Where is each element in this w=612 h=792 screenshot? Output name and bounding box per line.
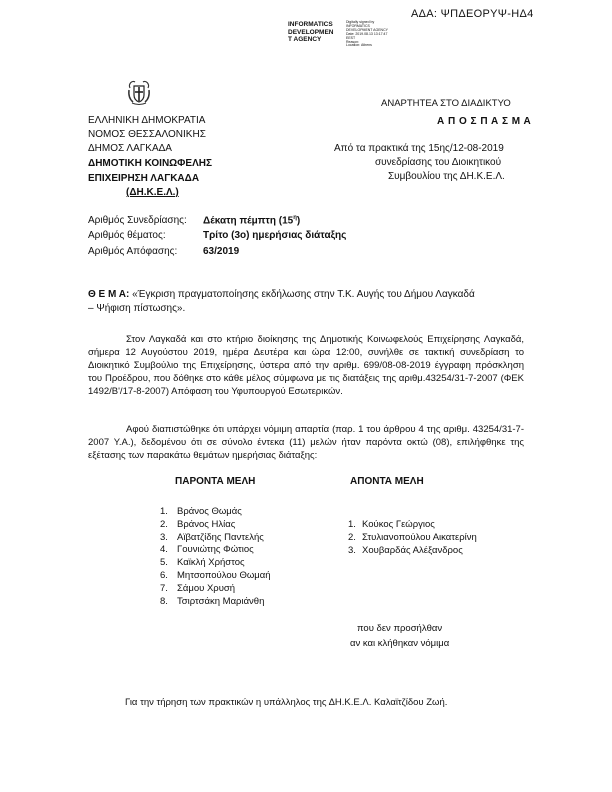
subject-text: «Έγκριση πραγματοποίησης εκδήλωσης στην Τ.Κ. Αυγής του Δήμου Λαγκαδά (132, 289, 475, 300)
stamp-detail: EEST (346, 35, 356, 40)
session-value (203, 215, 300, 226)
list-item (348, 519, 477, 532)
list-item-number: 6. (160, 569, 168, 581)
member-name: Χουβαρδάς Αλέξανδρος (362, 544, 463, 556)
item-value: Τρίτο (3ο) ημερήσιας διάταξης (203, 230, 347, 241)
issuer-line: ΕΛΛΗΝΙΚΗ ΔΗΜΟΚΡΑΤΙΑ (88, 115, 206, 126)
list-item (160, 557, 271, 570)
subject-line (88, 289, 475, 300)
list-item (160, 570, 271, 583)
list-item-number: 2. (160, 518, 168, 530)
subject-line-2: – Ψήφιση πίστωσης». (88, 303, 186, 314)
absent-members-list (348, 519, 477, 557)
issuer-line: ΕΠΙΧΕΙΡΗΣΗ ΛΑΓΚΑΔΑ (88, 173, 200, 184)
minutes-ref-line: συνεδρίασης του Διοικητικού (375, 157, 502, 168)
issuer-acronym: (ΔΗ.Κ.Ε.Λ.) (126, 187, 179, 198)
list-item (160, 596, 271, 609)
session-superscript: η (293, 215, 297, 221)
issuer-line: ΔΗΜΟΣ ΛΑΓΚΑΔΑ (88, 143, 172, 154)
list-item-number: 3. (348, 544, 356, 556)
signature-details (346, 21, 388, 48)
minutes-keeper-line: Για την τήρηση των πρακτικών η υπάλληλος της ΔΗ.Κ.Ε.Λ. Καλαϊτζίδου Ζωή. (125, 697, 448, 708)
ada-code: ΑΔΑ: ΨΠΔΕΟΡΥΨ-ΗΔ4 (411, 8, 534, 20)
absent-note: που δεν προσήλθαν (357, 623, 443, 634)
member-name: Τσιρτσάκη Μαριάνθη (177, 595, 265, 607)
stamp-line: T AGENCY (288, 36, 322, 44)
member-name: Σάμου Χρυσή (177, 582, 236, 594)
member-name: Κούκος Γεώργιος (362, 519, 435, 530)
list-item-number: 2. (348, 531, 356, 543)
stamp-detail: Location: Athens (346, 43, 372, 48)
list-item-number: 1. (160, 506, 168, 517)
minutes-ref-line: Από τα πρακτικά της 15ης/12-08-2019 (334, 143, 504, 154)
list-item (160, 519, 271, 532)
subject-label: Θ Ε Μ Α: (88, 289, 130, 300)
stamp-detail: Reason: (346, 39, 360, 44)
stamp-line: DEVELOPMEN (288, 28, 334, 36)
member-name: Βράνος Ηλίας (177, 518, 236, 530)
stamp-detail: Date: 2019.08.13 13:17:47 (346, 31, 388, 36)
present-members-header: ΠΑΡΟΝΤΑ ΜΕΛΗ (175, 476, 256, 487)
list-item-number: 5. (160, 557, 168, 569)
stamp-detail: INFORMATICS (346, 23, 370, 28)
list-item (348, 532, 477, 545)
decision-value: 63/2019 (203, 246, 240, 257)
list-item (348, 545, 477, 558)
minutes-ref-line: Συμβουλίου της ΔΗ.Κ.Ε.Λ. (388, 171, 505, 182)
body-paragraph: Αφού διαπιστώθηκε ότι υπάρχει νόμιμη απαρτία (παρ. 1 του άρθρου 4 της αριθμ. 43254/31-7-2007 Υ.Α.), δεδομένου ότι σε σύνολο έντεκα (11) μελών ήταν παρόντα οκτώ (08), επιλήφθηκε της εξέτασης των παρακάτω θεμάτων ημερήσιας διάταξης: (88, 424, 524, 461)
stamp-line: INFORMATICS (288, 21, 333, 28)
member-name: Βράνος Θωμάς (177, 506, 242, 517)
list-item (160, 544, 271, 557)
list-item-number: 3. (160, 531, 168, 543)
list-item-number: 4. (160, 544, 168, 556)
decision-label: Αριθμός Απόφασης: (88, 246, 178, 257)
list-item (160, 532, 271, 545)
body-paragraph: Στον Λαγκαδά και στο κτήριο διοίκησης της Δημοτικής Κοινωφελούς Επιχείρησης Λαγκαδά, σήμερα 12 Αυγούστου 2019, ημέρα Δευτέρα και ώρα 12:00, συνήλθε σε τακτική συνεδρίαση το Διοικητικό Συμβούλιο της Επιχείρησης, ύστερα από την αριθμ. 699/08-08-2019 έγγραφη πρόσκληση του Προέδρου, που δόθηκε στο κάθε μέλος σύμφωνα με τις διατάξεις της αριθμ.43254/31-7-2007 (ΦΕΚ 1492/Β'/17-8-2007) Απόφαση του Υφυπουργού Εσωτερικών. (88, 334, 524, 397)
stamp-detail: Digitally signed by (346, 20, 375, 24)
list-item-number: 8. (160, 595, 168, 607)
member-name: Αϊβατζίδης Παντελής (177, 531, 264, 543)
present-members-list (160, 506, 271, 608)
list-item (160, 506, 271, 519)
stamp-detail: DEVELOPMENT AGENCY (346, 27, 388, 32)
item-label: Αριθμός θέματος: (88, 230, 166, 241)
session-value-close: ) (296, 215, 301, 227)
signature-stamp (288, 21, 334, 44)
member-name: Στυλιανοπούλου Αικατερίνη (362, 531, 477, 543)
session-label: Αριθμός Συνεδρίασης: (88, 215, 187, 226)
issuer-line: ΝΟΜΟΣ ΘΕΣΣΑΛΟΝΙΚΗΣ (88, 129, 206, 140)
excerpt-title: Α Π Ο Σ Π Α Σ Μ Α (437, 116, 532, 127)
member-name: Μητσοπούλου Θωμαή (177, 569, 271, 581)
session-value-text: Δέκατη πέμπτη (15 (203, 215, 294, 227)
list-item (160, 583, 271, 596)
list-item-number: 1. (348, 519, 356, 530)
member-name: Καϊκλή Χρήστος (177, 557, 245, 569)
posting-notice: ΑΝΑΡΤΗΤΕΑ ΣΤΟ ΔΙΑΔΙΚΤΥΟ (381, 98, 511, 109)
absent-members-header: ΑΠΟΝΤΑ ΜΕΛΗ (350, 476, 424, 487)
absent-note: αν και κλήθηκαν νόμιμα (350, 638, 450, 649)
coat-of-arms-icon (126, 78, 152, 111)
issuer-line: ΔΗΜΟΤΙΚΗ ΚΟΙΝΩΦΕΛΗΣ (88, 158, 212, 169)
list-item-number: 7. (160, 582, 168, 594)
member-name: Γουνιώτης Φώτιος (177, 544, 254, 556)
